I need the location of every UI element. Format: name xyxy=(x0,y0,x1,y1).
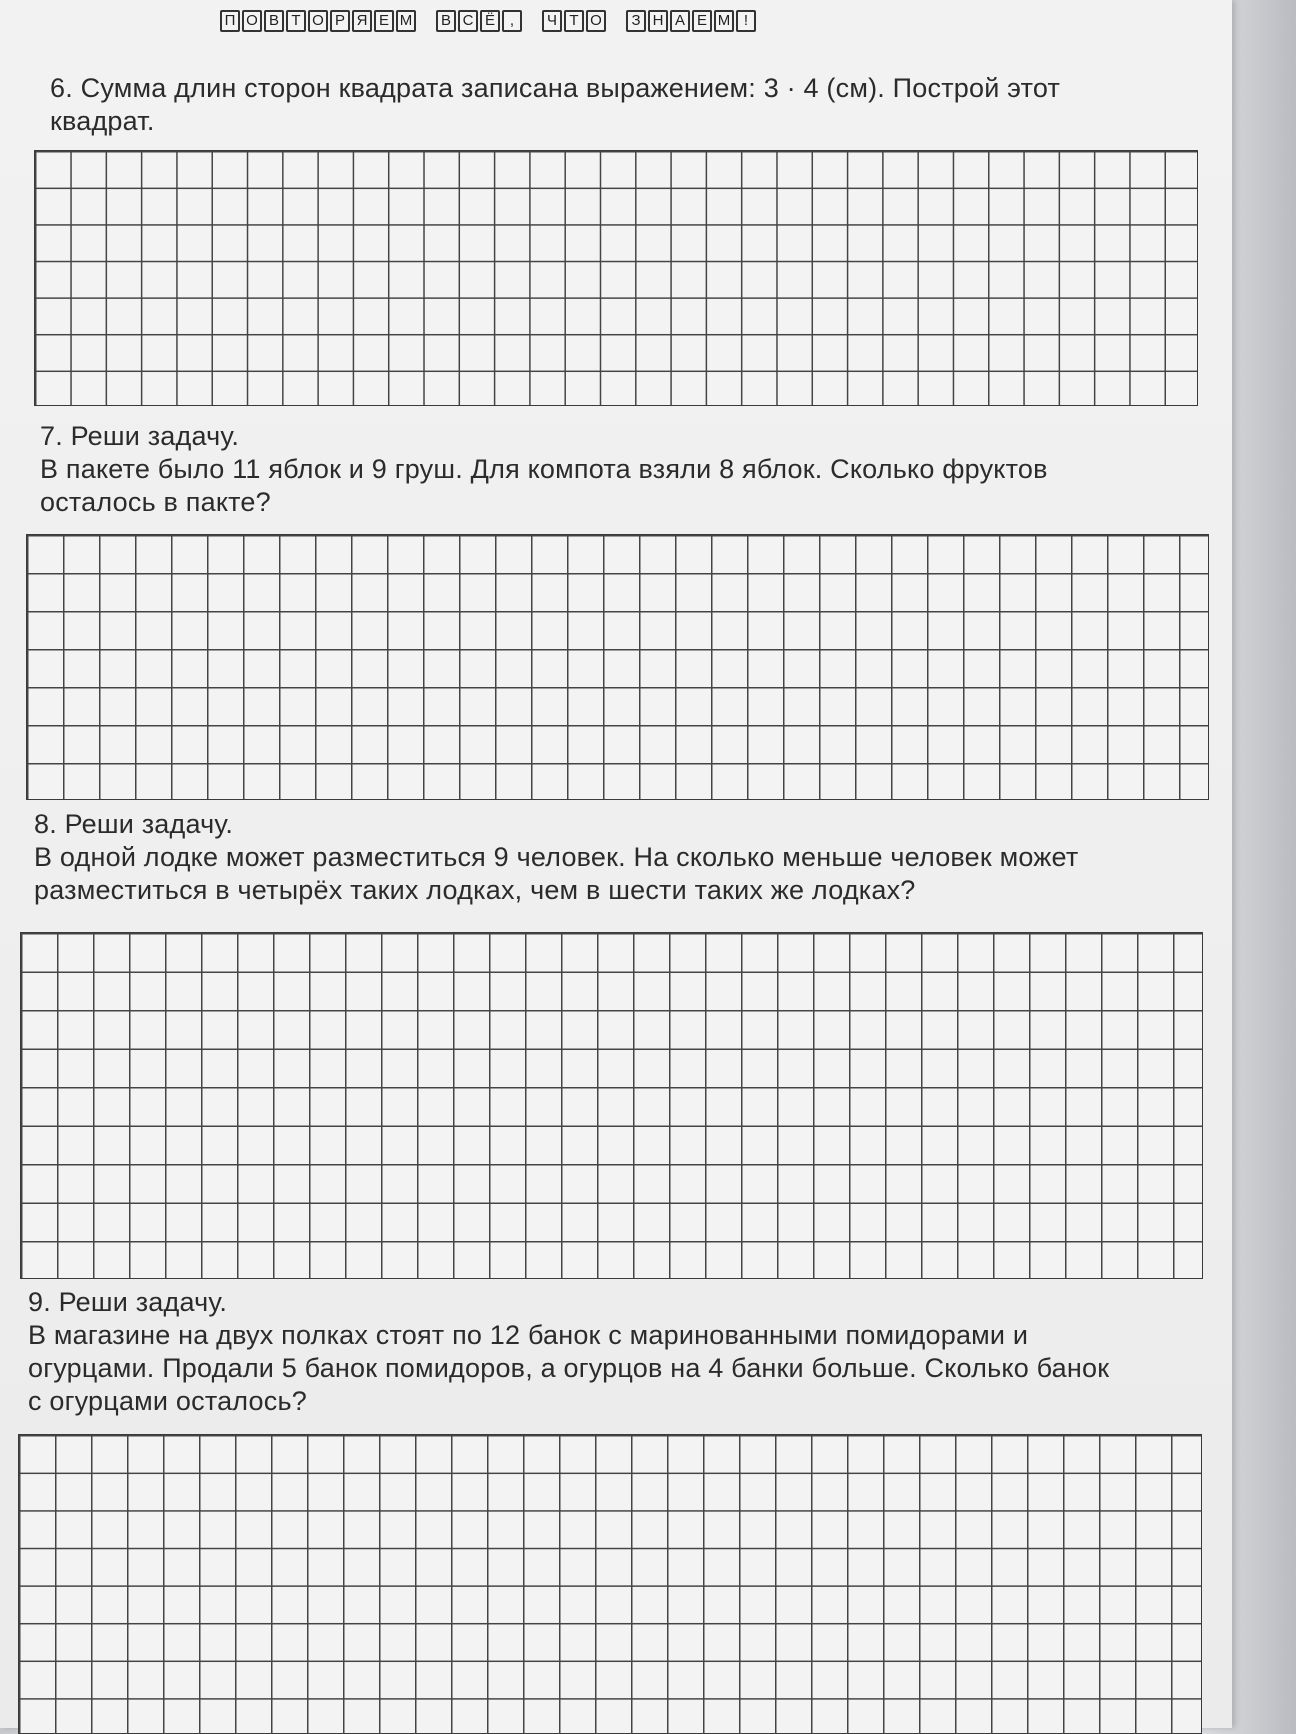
header-letter: М xyxy=(714,10,734,32)
header-letter: О xyxy=(308,10,328,32)
header-letter: Я xyxy=(352,10,372,32)
task-6-answer-grid[interactable] xyxy=(34,150,1198,406)
task-7-answer-grid[interactable] xyxy=(26,534,1209,800)
task-line: 6. Сумма длин сторон квадрата записана выражением: 3 · 4 (см). Построй этот xyxy=(50,73,1061,103)
header-letter: П xyxy=(220,10,240,32)
task-line: огурцами. Продали 5 банок помидоров, а огурцов на 4 банки больше. Сколько банок xyxy=(28,1353,1110,1383)
header-letter: Ё xyxy=(480,10,500,32)
header-letter: Е xyxy=(374,10,394,32)
task-line: квадрат. xyxy=(50,106,155,136)
task-6-text xyxy=(50,72,1210,138)
task-7-text xyxy=(40,420,1210,519)
worksheet-header xyxy=(220,8,756,34)
task-9-answer-grid[interactable] xyxy=(18,1434,1202,1734)
header-letter: Р xyxy=(330,10,350,32)
header-letter: В xyxy=(264,10,284,32)
header-letter: В xyxy=(436,10,456,32)
header-word-1 xyxy=(220,10,416,32)
header-letter: С xyxy=(458,10,478,32)
header-letter: О xyxy=(242,10,262,32)
header-letter: Т xyxy=(564,10,584,32)
header-letter: ! xyxy=(736,10,756,32)
task-heading: 9. Реши задачу. xyxy=(28,1287,228,1317)
header-letter: Т xyxy=(286,10,306,32)
header-word-2 xyxy=(436,10,522,32)
task-line: В магазине на двух полках стоят по 12 банок с маринованными помидорами и xyxy=(28,1320,1029,1350)
task-heading: 7. Реши задачу. xyxy=(40,421,240,451)
task-line: разместиться в четырёх таких лодках, чем в шести таких же лодках? xyxy=(34,875,916,905)
task-8-answer-grid[interactable] xyxy=(20,932,1203,1279)
task-8-text xyxy=(34,808,1211,907)
header-letter: Ч xyxy=(542,10,562,32)
task-line: В пакете было 11 яблок и 9 груш. Для компота взяли 8 яблок. Сколько фруктов xyxy=(40,454,1048,484)
task-line: В одной лодке может разместиться 9 человек. На сколько меньше человек может xyxy=(34,842,1079,872)
task-9-text xyxy=(28,1286,1200,1418)
header-letter: , xyxy=(502,10,522,32)
header-letter: О xyxy=(586,10,606,32)
task-line: осталось в пакте? xyxy=(40,487,271,517)
header-word-4 xyxy=(626,10,756,32)
header-letter: З xyxy=(626,10,646,32)
header-letter: Н xyxy=(648,10,668,32)
header-letter: Е xyxy=(692,10,712,32)
task-heading: 8. Реши задачу. xyxy=(34,809,234,839)
header-letter: А xyxy=(670,10,690,32)
task-line: с огурцами осталось? xyxy=(28,1386,307,1416)
header-letter: М xyxy=(396,10,416,32)
header-word-3 xyxy=(542,10,606,32)
